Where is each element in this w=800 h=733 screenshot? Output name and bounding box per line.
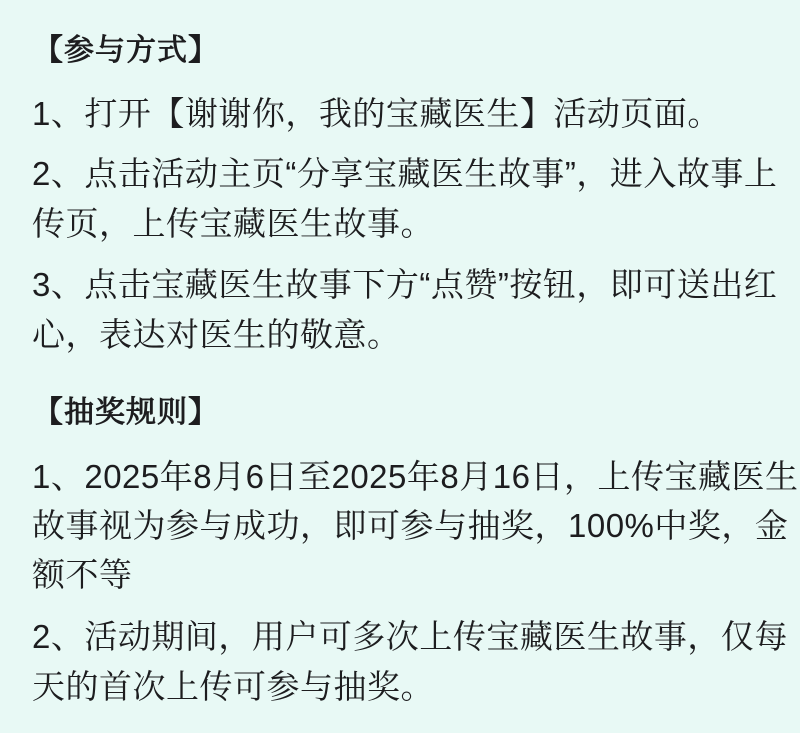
lottery-rule-2-line-2: 天的首次上传可参与抽奖。 (32, 668, 434, 705)
participation-step-3-line-2: 心，表达对医生的敬意。 (32, 316, 401, 353)
participation-step-2-line-1: 2、点击活动主页“分享宝藏医生故事”，进入故事上 (32, 155, 778, 192)
section-heading-participation: 【参与方式】 (33, 34, 219, 67)
lottery-rule-1-line-3: 额不等 (32, 556, 133, 593)
lottery-rule-1-line-1: 1、2025年8月6日至2025年8月16日，上传宝藏医生 (32, 458, 799, 495)
participation-step-1-line-1: 1、打开【谢谢你，我的宝藏医生】活动页面。 (32, 95, 721, 132)
participation-step-2-line-2: 传页，上传宝藏医生故事。 (32, 205, 434, 242)
section-heading-lottery-rules: 【抽奖规则】 (33, 396, 219, 429)
lottery-rule-1-line-2: 故事视为参与成功，即可参与抽奖，100%中奖，金 (32, 507, 789, 544)
lottery-rule-2-line-1: 2、活动期间，用户可多次上传宝藏医生故事，仅每 (32, 618, 788, 655)
participation-step-3-line-1: 3、点击宝藏医生故事下方“点赞”按钮，即可送出红 (32, 266, 778, 303)
